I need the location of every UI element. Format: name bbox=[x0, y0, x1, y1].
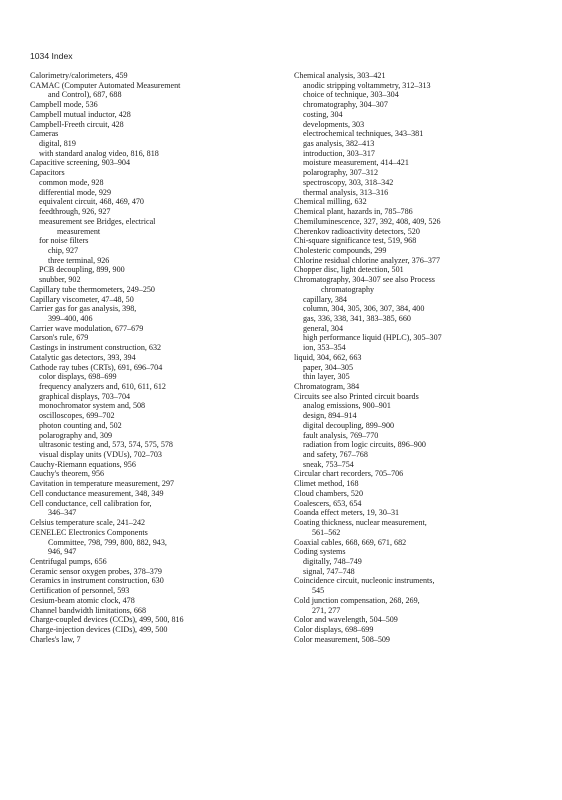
index-entry: Circular chart recorders, 705–706 bbox=[294, 469, 404, 479]
index-column-left bbox=[30, 71, 278, 644]
index-entry: Color measurement, 508–509 bbox=[294, 634, 390, 644]
index-entry: Cloud chambers, 520 bbox=[294, 488, 364, 498]
index-entry: Circuits see also Printed circuit boards bbox=[294, 391, 419, 401]
index-entry: 545 bbox=[312, 586, 325, 596]
index-entry: Chemical milling, 632 bbox=[294, 197, 367, 207]
index-entry: fault analysis, 769–770 bbox=[303, 430, 379, 440]
index-entry: Catalytic gas detectors, 393, 394 bbox=[30, 352, 136, 362]
index-entry: column, 304, 305, 306, 307, 384, 400 bbox=[303, 304, 425, 314]
index-entry: liquid, 304, 662, 663 bbox=[294, 352, 362, 362]
index-entry: Campbell mutual inductor, 428 bbox=[30, 109, 131, 119]
index-entry: Cherenkov radioactivity detectors, 520 bbox=[294, 226, 420, 236]
index-entry: chromatography, 304–307 bbox=[303, 100, 388, 110]
index-entry: spectroscopy, 303, 318–342 bbox=[303, 177, 394, 187]
index-entry: feedthrough, 926, 927 bbox=[39, 207, 111, 217]
index-entry: Chopper disc, light detection, 501 bbox=[294, 265, 404, 275]
index-entry: Capillary tube thermometers, 249–250 bbox=[30, 284, 155, 294]
index-entry: 561–562 bbox=[312, 527, 341, 537]
index-entry: developments, 303 bbox=[303, 119, 365, 129]
index-entry: Cell conductance, cell calibration for, bbox=[30, 498, 152, 508]
index-entry: and Control), 687, 688 bbox=[48, 90, 122, 100]
index-entry: Channel bandwidth limitations, 668 bbox=[30, 605, 146, 615]
index-entry: Chromatography, 304–307 see also Process bbox=[294, 275, 435, 285]
index-entry: Charge-injection devices (CIDs), 499, 500 bbox=[30, 624, 168, 634]
index-entry: 346–347 bbox=[48, 508, 77, 518]
index-entry: digital decoupling, 899–900 bbox=[303, 420, 395, 430]
index-entry: Coincidence circuit, nucleonic instruments, bbox=[294, 576, 435, 586]
index-entry: frequency analyzers and, 610, 611, 612 bbox=[39, 382, 166, 391]
index-entry: costing, 304 bbox=[303, 109, 343, 119]
index-entry: general, 304 bbox=[303, 323, 344, 333]
index-entry: CAMAC (Computer Automated Measurement bbox=[30, 80, 181, 90]
index-entry: Committee, 798, 799, 800, 882, 943, bbox=[48, 537, 167, 547]
index-entry: radiation from logic circuits, 896–900 bbox=[303, 440, 426, 450]
index-entry: chip, 927 bbox=[48, 245, 79, 255]
index-entry: snubber, 902 bbox=[39, 275, 81, 285]
index-entry: Calorimetry/calorimeters, 459 bbox=[30, 71, 128, 80]
index-entry: oscilloscopes, 699–702 bbox=[39, 411, 115, 421]
index-entry: Capillary viscometer, 47–48, 50 bbox=[30, 294, 134, 304]
index-entry: Cathode ray tubes (CRTs), 691, 696–704 bbox=[30, 362, 163, 372]
index-entry: polarography, 307–312 bbox=[303, 168, 379, 178]
index-entry: polarography and, 309 bbox=[39, 430, 113, 440]
index-entry: PCB decoupling, 899, 900 bbox=[39, 265, 125, 275]
index-entry: Cholesteric compounds, 299 bbox=[294, 245, 387, 255]
index-entry: Carrier gas for gas analysis, 398, bbox=[30, 304, 137, 314]
index-entry: for noise filters bbox=[39, 236, 89, 246]
index-entry: Color and wavelength, 504–509 bbox=[294, 615, 398, 625]
index-entry: measurement see Bridges, electrical bbox=[39, 216, 156, 226]
index-entry: Charles's law, 7 bbox=[30, 634, 81, 644]
index-entry: high performance liquid (HPLC), 305–307 bbox=[303, 333, 442, 343]
index-entry: 271, 277 bbox=[312, 605, 341, 615]
index-entry: chromatography bbox=[321, 284, 375, 294]
index-entry: common mode, 928 bbox=[39, 177, 104, 187]
index-entry: gas analysis, 382–413 bbox=[303, 139, 375, 149]
index-entry: Climet method, 168 bbox=[294, 479, 359, 489]
index-entry: gas, 336, 338, 341, 383–385, 660 bbox=[303, 313, 411, 323]
index-entry: ultrasonic testing and, 573, 574, 575, 578 bbox=[39, 440, 173, 450]
index-entry: Castings in instrument construction, 632 bbox=[30, 343, 162, 353]
index-entry: Coating thickness, nuclear measurement, bbox=[294, 518, 427, 528]
index-entry: capillary, 384 bbox=[303, 294, 347, 304]
index-entry: Celsius temperature scale, 241–242 bbox=[30, 518, 146, 528]
index-entry: introduction, 303–317 bbox=[303, 148, 375, 158]
index-entry: three terminal, 926 bbox=[48, 255, 110, 265]
index-entry: Cold junction compensation, 268, 269, bbox=[294, 595, 420, 605]
index-entry: Chromatogram, 384 bbox=[294, 382, 360, 391]
index-entry: digitally, 748–749 bbox=[303, 556, 362, 566]
index-entry: Carson's rule, 679 bbox=[30, 333, 89, 343]
index-entry: design, 894–914 bbox=[303, 411, 357, 421]
index-entry: Cauchy-Riemann equations, 956 bbox=[30, 459, 136, 469]
page-header: 1034 Index bbox=[30, 51, 73, 61]
index-entry: Cell conductance measurement, 348, 349 bbox=[30, 488, 164, 498]
index-entry: monochromator system and, 508 bbox=[39, 401, 146, 411]
index-entry: thermal analysis, 313–316 bbox=[303, 187, 389, 197]
index-entry: color displays, 698–699 bbox=[39, 372, 117, 382]
index-entry: Campbell-Freeth circuit, 428 bbox=[30, 119, 124, 129]
index-entry: thin layer, 305 bbox=[303, 372, 350, 382]
index-entry: electrochemical techniques, 343–381 bbox=[303, 129, 424, 139]
index-entry: 399–400, 406 bbox=[48, 313, 93, 323]
index-entry: Chemiluminescence, 327, 392, 408, 409, 526 bbox=[294, 216, 441, 226]
index-entry: Charge-coupled devices (CCDs), 499, 500, 816 bbox=[30, 615, 184, 625]
index-entry: 946, 947 bbox=[48, 547, 77, 557]
index-entry: Color displays, 698–699 bbox=[294, 624, 374, 634]
index-entry: Campbell mode, 536 bbox=[30, 100, 98, 110]
index-entry: Chemical analysis, 303–421 bbox=[294, 71, 386, 80]
index-entry: Coding systems bbox=[294, 547, 346, 557]
index-entry: Cavitation in temperature measurement, 297 bbox=[30, 479, 175, 489]
index-entry: Ceramic sensor oxygen probes, 378–379 bbox=[30, 566, 162, 576]
index-entry: and safety, 767–768 bbox=[303, 450, 368, 460]
index-entry: ion, 353–354 bbox=[303, 343, 346, 353]
index-entry: digital, 819 bbox=[39, 139, 76, 149]
index-entry: Centrifugal pumps, 656 bbox=[30, 556, 107, 566]
index-entry: analog emissions, 900–901 bbox=[303, 401, 391, 411]
index-entry: equivalent circuit, 468, 469, 470 bbox=[39, 197, 144, 207]
index-entry: CENELEC Electronics Components bbox=[30, 527, 148, 537]
index-entry: Chi-square significance test, 519, 968 bbox=[294, 236, 417, 246]
index-entry: Chemical plant, hazards in, 785–786 bbox=[294, 207, 413, 217]
index-entry: Ceramics in instrument construction, 630 bbox=[30, 576, 164, 586]
index-entry: paper, 304–305 bbox=[303, 362, 354, 372]
index-entry: anodic stripping voltammetry, 312–313 bbox=[303, 80, 431, 90]
index-entry: Cesium-beam atomic clock, 478 bbox=[30, 595, 135, 605]
index-entry: signal, 747–748 bbox=[303, 566, 355, 576]
index-entry: visual display units (VDUs), 702–703 bbox=[39, 450, 162, 460]
index-entry: Capacitive screening, 903–904 bbox=[30, 158, 131, 168]
index-entry: Coalescers, 653, 654 bbox=[294, 498, 362, 508]
index-entry: Coanda effect meters, 19, 30–31 bbox=[294, 508, 400, 518]
index-entry: graphical displays, 703–704 bbox=[39, 391, 131, 401]
index-entry: with standard analog video, 816, 818 bbox=[39, 148, 159, 158]
index-entry: Certification of personnel, 593 bbox=[30, 586, 130, 596]
index-entry: Coaxial cables, 668, 669, 671, 682 bbox=[294, 537, 407, 547]
index-column-right bbox=[294, 71, 542, 644]
index-entry: measurement bbox=[57, 226, 101, 236]
index-entry: differential mode, 929 bbox=[39, 187, 111, 197]
index-entry: Cauchy's theorem, 956 bbox=[30, 469, 105, 479]
index-entry: Chlorine residual chlorine analyzer, 376–377 bbox=[294, 255, 440, 265]
index-entry: moisture measurement, 414–421 bbox=[303, 158, 409, 168]
index-entry: Capacitors bbox=[30, 168, 65, 178]
index-entry: sneak, 753–754 bbox=[303, 459, 354, 469]
index-entry: Cameras bbox=[30, 129, 59, 139]
index-entry: photon counting and, 502 bbox=[39, 420, 122, 430]
index-entry: Carrier wave modulation, 677–679 bbox=[30, 323, 144, 333]
index-entry: choice of technique, 303–304 bbox=[303, 90, 399, 100]
